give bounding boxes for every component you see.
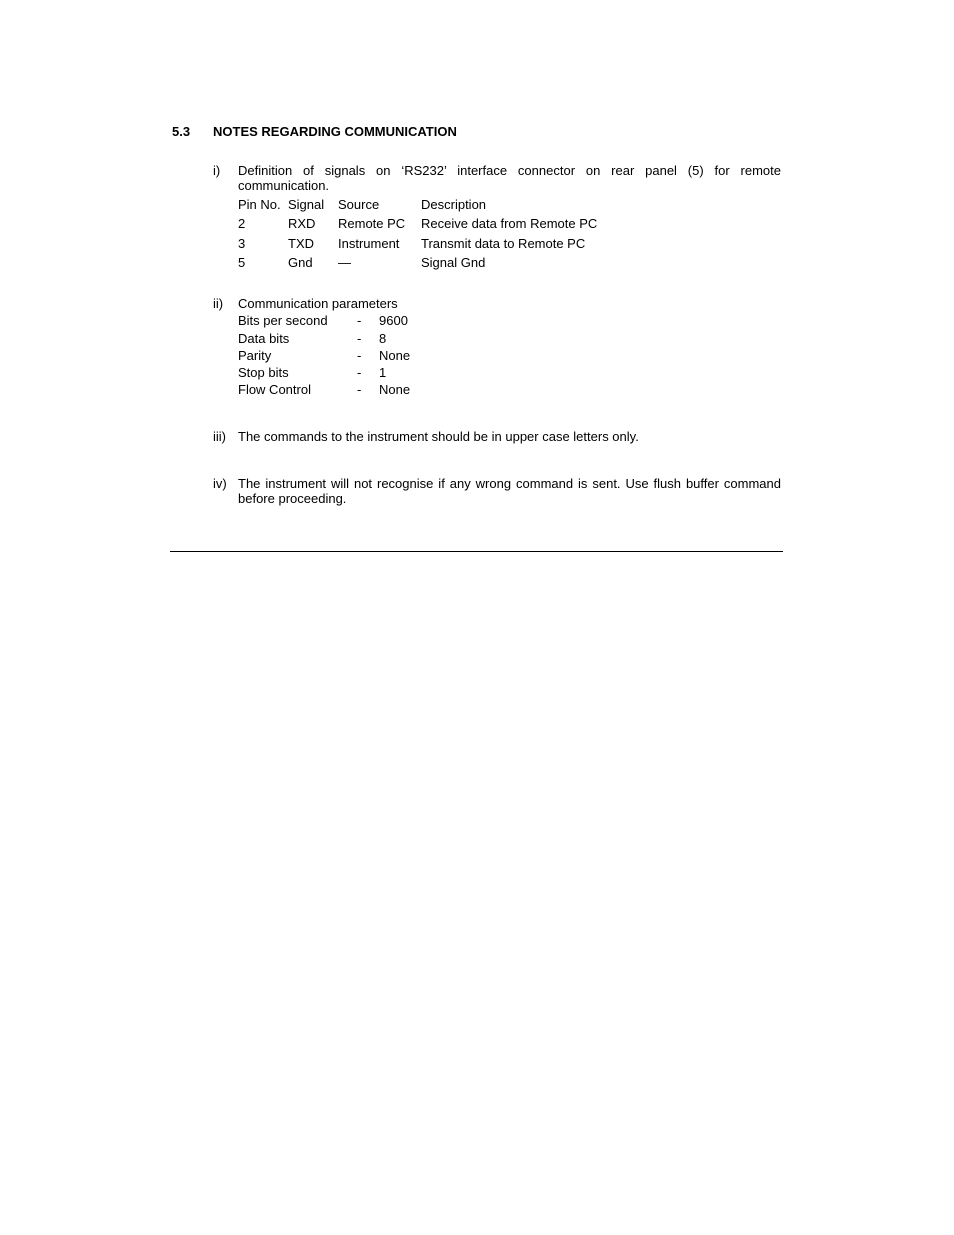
table-cell-pin: 3 bbox=[238, 236, 246, 251]
table-cell-description: Transmit data to Remote PC bbox=[421, 236, 586, 251]
item-iv-text-line1: The instrument will not recognise if any wrong command is sent. Use flush buffer command bbox=[238, 476, 781, 491]
item-i-text-line1: Definition of signals on ‘RS232’ interface connector on rear panel (5) for remote bbox=[238, 163, 781, 178]
param-value: 8 bbox=[379, 331, 387, 346]
param-label: Bits per second bbox=[238, 313, 328, 328]
table-header-description: Description bbox=[421, 197, 487, 212]
param-dash: - bbox=[357, 365, 362, 380]
horizontal-divider bbox=[170, 551, 783, 552]
param-value: None bbox=[379, 348, 411, 363]
param-dash: - bbox=[357, 313, 362, 328]
table-cell-source: Instrument bbox=[338, 236, 400, 251]
param-dash: - bbox=[357, 382, 362, 397]
param-value: 1 bbox=[379, 365, 387, 380]
section-title: NOTES REGARDING COMMUNICATION bbox=[213, 124, 457, 139]
table-cell-pin: 2 bbox=[238, 216, 246, 231]
param-dash: - bbox=[357, 348, 362, 363]
item-marker-iii: iii) bbox=[213, 429, 226, 444]
param-label: Stop bits bbox=[238, 365, 289, 380]
param-label: Parity bbox=[238, 348, 272, 363]
table-cell-description: Receive data from Remote PC bbox=[421, 216, 598, 231]
table-cell-signal: TXD bbox=[288, 236, 314, 251]
table-cell-description: Signal Gnd bbox=[421, 255, 486, 270]
item-iv-text-line2: before proceeding. bbox=[238, 491, 347, 506]
table-cell-pin: 5 bbox=[238, 255, 246, 270]
item-i-text-line2: communication. bbox=[238, 178, 330, 193]
item-marker-i: i) bbox=[213, 163, 221, 178]
table-cell-source: Remote PC bbox=[338, 216, 406, 231]
table-cell-source: — bbox=[338, 255, 351, 270]
param-dash: - bbox=[357, 331, 362, 346]
table-cell-signal: Gnd bbox=[288, 255, 313, 270]
table-header-signal: Signal bbox=[288, 197, 325, 212]
param-label: Flow Control bbox=[238, 382, 311, 397]
item-marker-ii: ii) bbox=[213, 296, 224, 311]
table-header-source: Source bbox=[338, 197, 380, 212]
item-iii-text: The commands to the instrument should be in upper case letters only. bbox=[238, 429, 639, 444]
table-cell-signal: RXD bbox=[288, 216, 316, 231]
section-number: 5.3 bbox=[172, 124, 191, 139]
table-header-pin: Pin No. bbox=[238, 197, 281, 212]
item-marker-iv: iv) bbox=[213, 476, 227, 491]
param-label: Data bits bbox=[238, 331, 290, 346]
param-value: 9600 bbox=[379, 313, 408, 328]
param-value: None bbox=[379, 382, 411, 397]
item-ii-title: Communication parameters bbox=[238, 296, 398, 311]
